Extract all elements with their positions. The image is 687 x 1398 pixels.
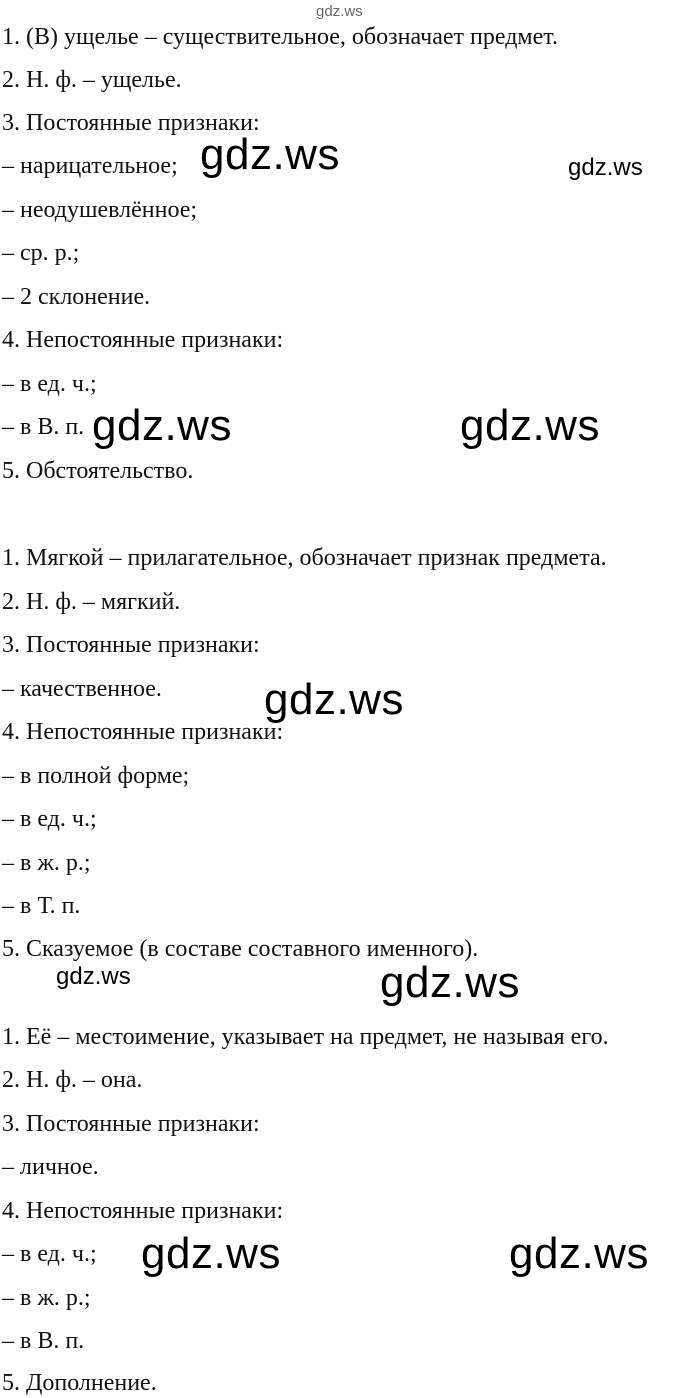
text-line: 2. Н. ф. – мягкий. [2, 589, 181, 615]
watermark: gdz.ws [380, 958, 520, 1007]
text-line: – в ед. ч.; [2, 371, 97, 397]
text-line: 5. Сказуемое (в составе составного именного). [2, 936, 479, 962]
watermark: gdz.ws [264, 675, 404, 724]
text-line: – личное. [2, 1154, 99, 1180]
text-line: 1. Её – местоимение, указывает на предмет, не называя его. [2, 1024, 609, 1050]
text-line: – в ед. ч.; [2, 1241, 97, 1267]
watermark: gdz.ws [316, 3, 363, 20]
text-line: 3. Постоянные признаки: [2, 110, 260, 136]
text-line: 3. Постоянные признаки: [2, 632, 260, 658]
watermark: gdz.ws [56, 963, 131, 990]
text-line: – в ж. р.; [2, 850, 91, 876]
text-line: – нарицательное; [2, 153, 178, 179]
watermark: gdz.ws [200, 130, 340, 179]
text-line: 2. Н. ф. – ущелье. [2, 67, 182, 93]
text-line: – в ед. ч.; [2, 806, 97, 832]
text-line: – 2 склонение. [2, 284, 151, 310]
text-line: – качественное. [2, 676, 162, 702]
text-line: 4. Непостоянные признаки: [2, 719, 284, 745]
text-line: – в В. п. [2, 1328, 85, 1354]
text-line: – неодушевлённое; [2, 197, 198, 223]
text-line: 2. Н. ф. – она. [2, 1067, 143, 1093]
text-line: 4. Непостоянные признаки: [2, 1198, 284, 1224]
text-line: 4. Непостоянные признаки: [2, 327, 284, 353]
text-line: 3. Постоянные признаки: [2, 1111, 260, 1137]
text-line: – в полной форме; [2, 763, 190, 789]
watermark: gdz.ws [460, 401, 600, 450]
text-line: – в Т. п. [2, 893, 81, 919]
text-line: – в ж. р.; [2, 1285, 91, 1311]
watermark: gdz.ws [141, 1229, 281, 1278]
text-line: – в В. п. [2, 414, 85, 440]
text-line: – ср. р.; [2, 240, 80, 266]
watermark: gdz.ws [92, 401, 232, 450]
watermark: gdz.ws [568, 154, 643, 181]
text-line: 5. Обстоятельство. [2, 458, 194, 484]
text-line: 5. Дополнение. [2, 1370, 157, 1396]
text-line: 1. Мягкой – прилагательное, обозначает признак предмета. [2, 545, 607, 571]
text-line: 1. (В) ущелье – существительное, обозначает предмет. [2, 24, 558, 50]
watermark: gdz.ws [509, 1229, 649, 1278]
